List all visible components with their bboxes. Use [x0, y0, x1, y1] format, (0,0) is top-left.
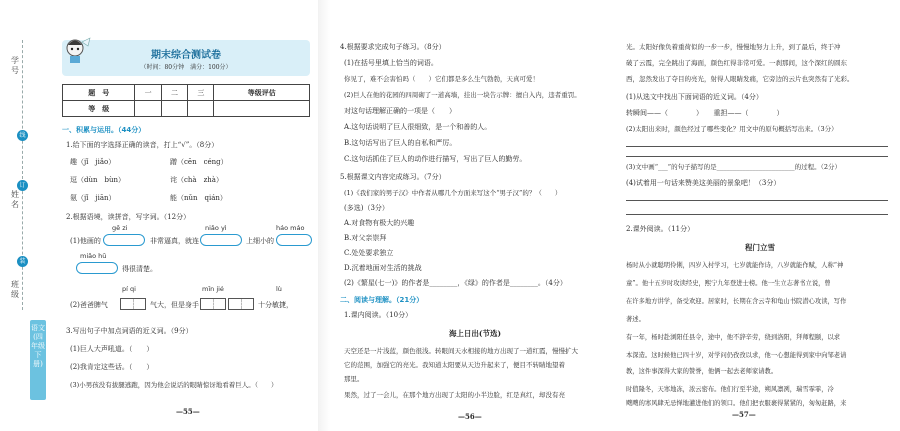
answer-cloud[interactable] [276, 234, 312, 246]
q5-item: (多选)（3分） [344, 204, 389, 212]
grade-cell[interactable] [188, 101, 214, 117]
pinyin-hint: miǎo hū [80, 252, 107, 260]
passage-line: 光。太阳好像负着重荷似的一步一步，慢慢地努力上升，到了最后，终于冲 [626, 43, 841, 51]
q1-item: 能（nǔn qián） [170, 194, 227, 202]
writing-box[interactable] [228, 298, 254, 310]
page-fold [318, 0, 330, 431]
passage-line: 时值隆冬，天寒地冻，浓云密布。他们行至半途，朔风凛冽，瑞雪霏霏，冷 [626, 386, 834, 393]
reading-question: (4)试着用一句话来赞美这美丽的景象吧！（3分） [626, 179, 781, 187]
class-label: 班级 [11, 280, 19, 299]
q2-line3-part: 气大，但是身手 [150, 301, 199, 309]
q2-line1-part: (1)他画的 [70, 237, 101, 245]
pinyin-hint: niǎo yì [205, 224, 227, 232]
answer-cloud[interactable] [103, 234, 145, 246]
score-table [62, 84, 310, 117]
exam-page-right [620, 0, 900, 431]
reading-question: (2)太阳出来时，颜色经过了哪些变化？用文中的原句概括写出来。（3分） [626, 125, 838, 133]
q1-item: 氨（jǐ jiān） [70, 194, 116, 202]
grade-cell[interactable] [214, 101, 310, 117]
score-header: 三 [188, 85, 214, 101]
passage-line: 它的范围，加强它的亮光。我知道太阳要从天边升起来了，便目不转睛地望着 [344, 361, 565, 369]
q4-item: (1)在括号里填上恰当的词语。 [344, 59, 438, 67]
passage-line: 本深造。这时候他已四十岁，对学问仍孜孜以求，他一心想能得到家中向邹老请 [626, 352, 847, 359]
binding-strip [0, 0, 52, 431]
q3-item: (1)巨人大声吼道。（ ） [70, 345, 154, 353]
passage-line: 教，这件事深得大家的赞誉，他俩一起去老师家请教。 [626, 368, 778, 375]
q5-option[interactable]: D.沉着地面对生活的挑战 [344, 264, 422, 272]
subject-tab: 语文(四年级下册) [30, 320, 46, 400]
passage-line: 破了云霞，完全跳出了海面，颜色红得非常可爱。一刹那间，这个深红的圆东 [626, 59, 847, 67]
answer-cloud[interactable] [76, 262, 118, 274]
page-number: —57— [732, 410, 756, 419]
q4-item: 你见了，难不会害怕吗（ ）它们都是多么生气勃勃，天真可爱！ [344, 75, 539, 83]
q1-item: 逗（dùn bùn） [70, 176, 125, 184]
question-1: 1.给下面的字选择正确的读音，打上“√”。（8分） [66, 141, 219, 149]
pinyin-hint: gē zi [112, 224, 128, 232]
q5-option[interactable]: B.对父亲崇拜 [344, 234, 387, 242]
passage-title: 程门立雪 [745, 243, 775, 252]
grade-row-label: 等 级 [63, 101, 135, 117]
q5-option[interactable]: C.处处要求独立 [344, 249, 394, 257]
writing-box[interactable] [200, 298, 226, 310]
cut-line [22, 40, 23, 310]
passage-line: 飕飕的寒风肆无忌惮地灌进他们的领口。他们把衣服裹得紧紧的，匆匆赶路，来 [626, 400, 847, 407]
page-number: —56— [458, 412, 482, 421]
exam-subtitle: （时间：80分钟 满分：100分） [140, 64, 232, 71]
strip-marker: 线 [17, 130, 28, 141]
section-heading: 一、积累与运用。（44分） [62, 126, 146, 134]
q4-item: (2)巨人在他的花园的四周砌了一道高墙，挂出一块告示牌：擅自入内，违者重罚。 [344, 91, 581, 99]
pinyin-hint: pí qi [122, 285, 136, 293]
score-header: 一 [135, 85, 161, 101]
q5-option[interactable]: A.对食物有极大的兴趣 [344, 219, 415, 227]
passage-title: 海上日出(节选) [448, 329, 502, 338]
q5-item: (1)《我们家的男子汉》中作者从哪几个方面来写这个“男子汉”的？（ ） [344, 189, 562, 197]
pinyin-hint: mīn jié [202, 285, 224, 293]
q3-item: (2)我肯定这些话。（ ） [70, 363, 154, 371]
title-banner [62, 40, 310, 76]
q2-line1-part: 上细小的 [246, 237, 274, 245]
mascot-icon [62, 36, 92, 66]
reading-label: 2.课外阅读。（11分） [626, 225, 695, 233]
q2-line3-part: (2)爸爸脾气 [70, 301, 108, 309]
score-header: 题 号 [63, 85, 135, 101]
writing-box[interactable] [120, 298, 146, 310]
score-header: 二 [161, 85, 187, 101]
pinyin-hint: lù [276, 285, 282, 293]
passage-line: 著述。 [626, 316, 645, 323]
q4-item: 对这句话理解正确的一项是（ ） [344, 107, 456, 115]
student-name-label: 姓名 [11, 190, 19, 209]
answer-cloud[interactable] [200, 234, 242, 246]
exam-page-middle [330, 0, 620, 431]
question-5: 5.根据课文内容完成练习。（7分） [340, 173, 446, 181]
passage-line: 杨时从小就聪明伶俐，四岁入村学习，七岁就能作诗，八岁就能作赋，人称“神 [626, 262, 844, 269]
reading-question: (1)从选文中找出下面词语的近义词。（4分） [626, 93, 763, 101]
q1-item: 趣（jǐ jiǎo） [70, 158, 116, 166]
answer-line[interactable] [626, 214, 888, 215]
student-number-label: 学号 [11, 56, 19, 75]
answer-line[interactable] [626, 200, 888, 201]
score-header: 等级评估 [214, 85, 310, 101]
passage-line: 童”。他十五岁时攻读经史，熙宁九年登进士榜。他一生立志著书立说，曾 [626, 280, 831, 287]
grade-cell[interactable] [161, 101, 187, 117]
strip-marker: 订 [17, 180, 28, 191]
exam-title: 期末综合测试卷 [151, 50, 221, 61]
q4-option[interactable]: A.这句话说明了巨人很细致，是一个和善的人。 [344, 123, 492, 131]
answer-line[interactable] [626, 156, 888, 157]
passage-line: 西，忽然发出了夺目的亮光，射得人眼睛发痛，它旁边的云片也突然有了光彩。 [626, 75, 854, 83]
question-3: 3.写出句子中加点词语的近义词。（9分） [66, 327, 193, 335]
grade-cell[interactable] [135, 101, 161, 117]
q5-item: (2)《繁星(七一)》的作者是________，《绿》的作者是________。（4分） [344, 279, 567, 287]
q4-option[interactable]: C.这句话抓住了巨人的动作进行描写，写出了巨人的勤劳。 [344, 155, 527, 163]
q1-item: 蹭（cēn céng） [170, 158, 228, 166]
passage-line: 那里。 [344, 375, 364, 383]
question-2: 2.根据语境，读拼音，写字词。（12分） [66, 213, 191, 221]
passage-line: 在许多地方讲学，备受欢迎。居家时，长期在含云寺和龟山书院潜心攻读，写作 [626, 298, 847, 305]
pinyin-hint: háo máo [276, 224, 305, 232]
q2-line3-part: 十分敏捷， [258, 301, 293, 309]
strip-marker: 装 [17, 256, 28, 267]
q1-item: 诧（chà zhà） [170, 176, 223, 184]
passage-line: 果然，过了一会儿，在那个地方出现了太阳的小半边脸，红是真红，却没有亮 [344, 391, 565, 399]
page-number: —55— [176, 407, 200, 416]
question-4: 4.根据要求完成句子练习。（8分） [340, 43, 446, 51]
passage-line: 有一年，杨时赴浏阳任县令，途中，他不辞辛劳，绕到洛阳，拜师程颐，以求 [626, 334, 841, 341]
answer-line[interactable] [626, 146, 888, 147]
exam-page-left [0, 0, 320, 431]
q2-line1-part: 非常逼真，就连 [150, 237, 199, 245]
reading-question: (3)文中画“___”的句子描写的是________________________的过程。（2分） [626, 163, 841, 171]
q2-line2-part: 得很清楚。 [122, 265, 157, 273]
q4-option[interactable]: B.这句话写出了巨人的自私和严厉。 [344, 139, 457, 147]
reading-question[interactable]: 转瞬间——（ ） 重担——（ ） [626, 109, 784, 117]
q3-item: (3)小男孩没有拔腿逃跑，因为他会说话的眼睛惊讶地看着巨人。（ ） [70, 381, 278, 389]
reading-label: 1.课内阅读。（10分） [344, 311, 413, 319]
passage-line: 天空还是一片浅蓝，颜色很浅。转眼间天水相接的地方出现了一道红霞，慢慢扩大 [344, 347, 578, 355]
section-heading: 二、阅读与理解。（21分） [340, 296, 424, 304]
